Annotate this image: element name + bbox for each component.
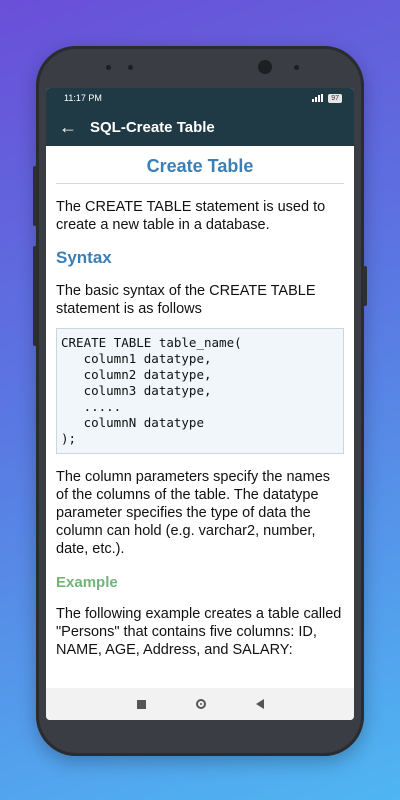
signal-icon (312, 94, 324, 102)
syntax-paragraph: The basic syntax of the CREATE TABLE statement is as follows (56, 283, 316, 317)
status-icons (312, 94, 342, 103)
page-title: Create Table (56, 152, 344, 184)
intro-paragraph: The CREATE TABLE statement is used to create a new table in a database. (56, 199, 326, 233)
screen (46, 88, 354, 720)
status-time: 11:17 PM (64, 93, 102, 103)
params-paragraph: The column parameters specify the names of the columns of the table. The datatype parameter specifies the type of data the column can hold (e.g. varchar2, number, date, etc.). (56, 469, 331, 557)
arrow-left-icon[interactable]: ← (59, 116, 77, 137)
syntax-heading: Syntax (56, 248, 112, 267)
phone-side-button (33, 166, 37, 226)
back-triangle-icon[interactable] (256, 699, 264, 709)
status-bar (46, 88, 354, 108)
example-heading: Example (56, 574, 118, 591)
front-camera (258, 60, 272, 74)
article-content[interactable] (46, 146, 354, 659)
phone-side-button (363, 266, 367, 306)
phone-frame (36, 46, 364, 756)
recent-apps-icon[interactable] (137, 700, 146, 709)
app-bar-title: SQL-Create Table (90, 118, 215, 136)
code-block: CREATE TABLE table_name( column1 datatype, column2 datatype, column3 datatype, ..... columnN datatype ); (56, 328, 344, 454)
phone-side-button (33, 246, 37, 346)
sensor (128, 65, 133, 70)
app-bar (46, 108, 354, 146)
home-icon[interactable] (196, 699, 206, 709)
battery-icon: 97 (328, 94, 342, 103)
example-paragraph: The following example creates a table called "Persons" that contains five columns: ID, NAME, AGE, Address, and SALARY: (56, 606, 342, 658)
sensor (294, 65, 299, 70)
system-nav-bar (46, 688, 354, 720)
sensor (106, 65, 111, 70)
